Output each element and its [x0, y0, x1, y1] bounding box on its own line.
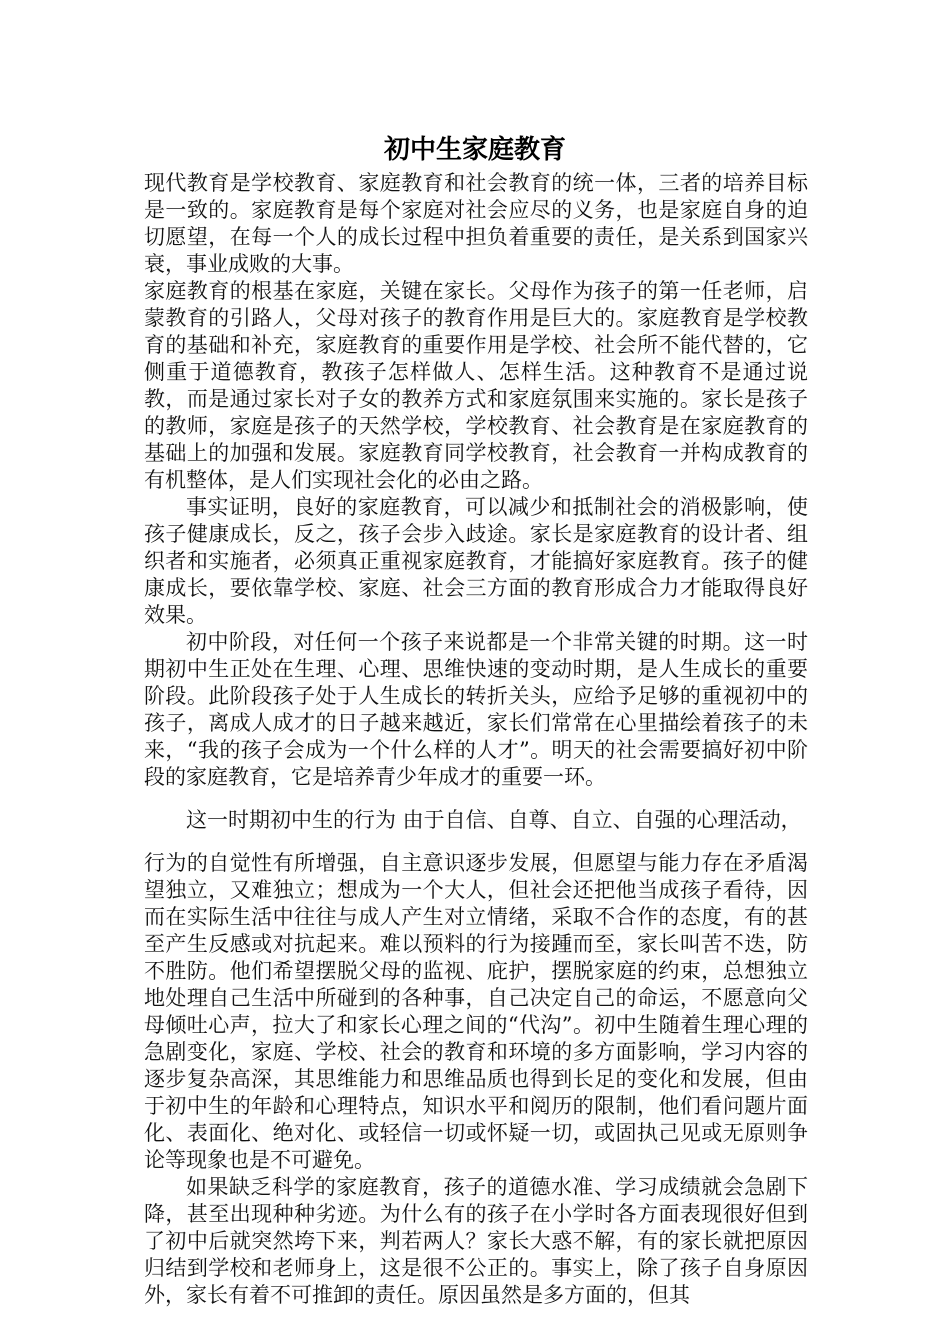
paragraph-behavior-lead: 这一时期初中生的行为 由于自信、自尊、自立、自强的心理活动，	[186, 808, 802, 832]
paragraph-behavior-detail: 行为的自觉性有所增强，自主意识逐步发展，但愿望与能力存在矛盾渴望独立，又难独立；想成为一个大人，但社会还把他当成孩子看待，因而在实际生活中往往与成人产生对立情绪，采取不合作的态度，有的甚至产生反感或对抗起来。难以预料的行为接踵而至，家长叫苦不迭，防不胜防。他们希望摆脱父母的监视、庇护，摆脱家庭的约束，总想独立地处理自己生活中所碰到的各种事，自己决定自己的命运，不愿意向父母倾吐心声，拉大了和家长心理之间的“代沟”。初中生随着生理心理的急剧变化，家庭、学校、社会的教育和环境的多方面影响，学习内容的逐步复杂高深，其思维能力和思维品质也得到长足的变化和发展，但由于初中生的年龄和心理特点，知识水平和阅历的限制，他们看问题片面化、表面化、绝对化、或轻信一切或怀疑一切，或固执己见或无原则争论等现象也是不可避免。	[144, 851, 808, 1172]
document-body	[144, 170, 808, 1309]
paragraph-lack-of-education: 如果缺乏科学的家庭教育，孩子的道德水准、学习成绩就会急剧下降，甚至出现种种劣迹。为什么有的孩子在小学时各方面表现很好但到了初中后就突然垮下来，判若两人？家长大惑不解，有的家长就把原因归结到学校和老师身上，这是很不公正的。事实上，除了孩子自身原因外，家长有着不可推卸的责任。原因虽然是多方面的，但其	[144, 1175, 808, 1307]
paragraph-junior-high-stage: 初中阶段，对任何一个孩子来说都是一个非常关键的时期。这一时期初中生正处在生理、心理、思维快速的变动时期，是人生成长的重要阶段。此阶段孩子处于人生成长的转折关头，应给予足够的重视初中的孩子，离成人成才的日子越来越近，家长们常常在心里描绘着孩子的未来，“我的孩子会成为一个什么样的人才”。明天的社会需要搞好初中阶段的家庭教育，它是培养青少年成才的重要一环。	[144, 630, 808, 789]
document-title: 初中生家庭教育	[383, 135, 566, 165]
paragraph-intro: 现代教育是学校教育、家庭教育和社会教育的统一体，三者的培养目标是一致的。家庭教育是每个家庭对社会应尽的义务，也是家庭自身的迫切愿望，在每一个人的成长过程中担负着重要的责任，是关系到国家兴衰，事业成败的大事。	[144, 171, 808, 276]
paragraph-facts: 事实证明，良好的家庭教育，可以减少和抵制社会的消极影响，使孩子健康成长，反之，孩子会步入歧途。家长是家庭教育的设计者、组织者和实施者，必须真正重视家庭教育，才能搞好家庭教育。孩子的健康成长，要依靠学校、家庭、社会三方面的教育形成合力才能取得良好效果。	[144, 495, 808, 627]
paragraph-family-foundation: 家庭教育的根基在家庭，关键在家长。父母作为孩子的第一任老师，启蒙教育的引路人，父母对孩子的教育作用是巨大的。家庭教育是学校教育的基础和补充，家庭教育的重要作用是学校、社会所不能代替的，它侧重于道德教育，教孩子怎样做人、怎样生活。这种教育不是通过说教，而是通过家长对子女的教养方式和家庭氛围来实施的。家长是孩子的教师，家庭是孩子的天然学校，学校教育、社会教育是在家庭教育的基础上的加强和发展。家庭教育同学校教育，社会教育一并构成教育的有机整体，是人们实现社会化的必由之路。	[144, 279, 808, 492]
